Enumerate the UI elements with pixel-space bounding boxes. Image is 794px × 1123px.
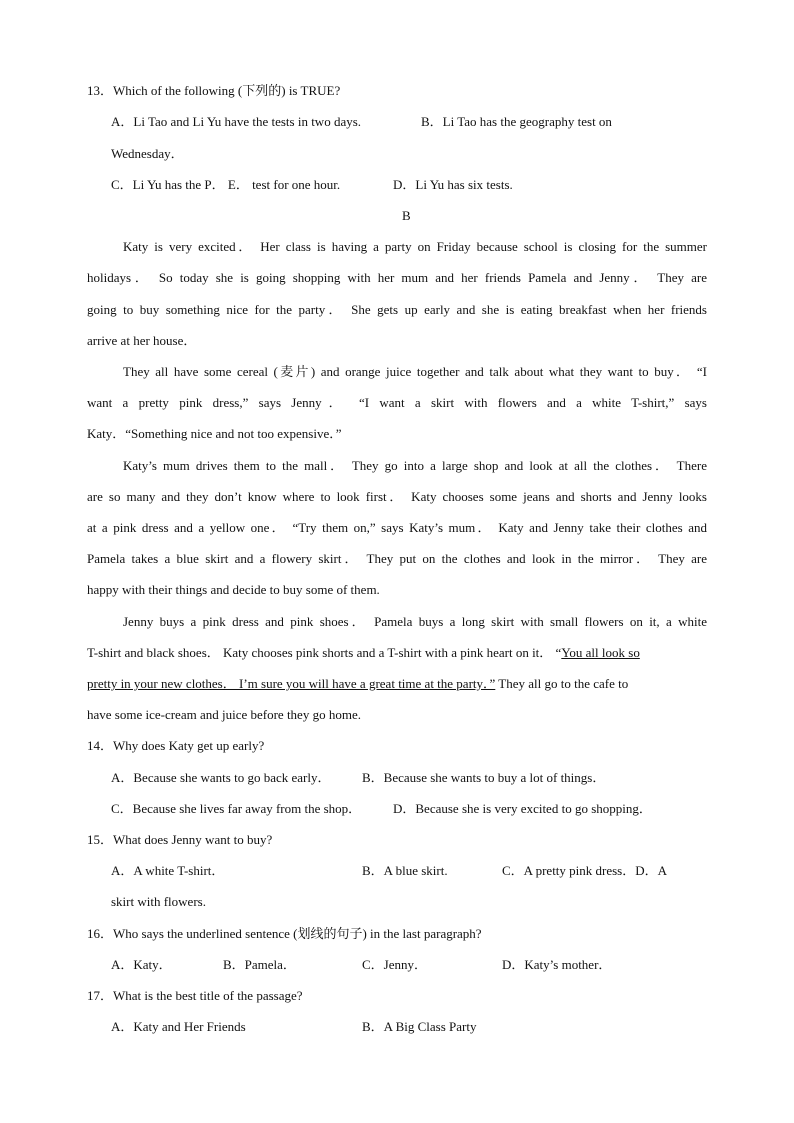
q15-option-d-cont: skirt with flowers. [111, 894, 206, 909]
passage-line: at a pink dress and a yellow one． “Try them on,” says Katy’s mum． Katy and Jenny take their clothes and [87, 520, 707, 535]
q13-option-c: C．Li Yu has the P． E． test for one hour. [111, 177, 341, 192]
passage-line: Katy is very excited． Her class is having a party on Friday because school is closing for the summer [123, 239, 707, 254]
passage-line: Katy．“Something nice and not too expensive．” [87, 426, 342, 441]
q16-option-b: B．Pamela． [223, 957, 296, 972]
passage-line: holidays． So today she is going shopping with her mum and her friends Pamela and Jenny． They are [87, 270, 707, 285]
q14-option-d: D．Because she is very excited to go shopping． [393, 801, 652, 816]
q16-stem: 16．Who says the underlined sentence (划线的句子) in the last paragraph? [87, 926, 482, 941]
q17-option-b: B．A Big Class Party [362, 1019, 477, 1034]
passage-line [87, 644, 640, 662]
q15-stem: 15．What does Jenny want to buy? [87, 832, 273, 847]
q14-stem: 14．Why does Katy get up early? [87, 738, 265, 753]
q17-stem: 17．What is the best title of the passage? [87, 988, 303, 1003]
underlined-sentence: You all look so [561, 645, 640, 660]
passage-line: want a pretty pink dress,” says Jenny． “I want a skirt with flowers and a white T-shirt,” says [87, 395, 707, 410]
passage-line: Katy’s mum drives them to the mall． They go into a large shop and look at all the clothes． There [123, 458, 707, 473]
passage-line: They all have some cereal (麦片) and orange juice together and talk about what they want to buy． “I [123, 364, 707, 379]
passage-line: are so many and they don’t know where to look first． Katy chooses some jeans and shorts and Jenny looks [87, 489, 707, 504]
passage-line: Pamela takes a blue skirt and a flowery skirt． They put on the clothes and look in the mirror． They are [87, 551, 707, 566]
q14-option-c: C．Because she lives far away from the shop． [111, 801, 362, 816]
q14-option-b: B．Because she wants to buy a lot of things． [362, 770, 606, 785]
q13-option-d: D．Li Yu has six tests. [393, 177, 513, 192]
passage-text: They all go to the cafe to [495, 676, 629, 691]
q17-option-a: A．Katy and Her Friends [111, 1019, 246, 1034]
q14-option-a: A．Because she wants to go back early． [111, 770, 331, 785]
q15-option-b: B．A blue skirt. [362, 863, 448, 878]
passage-text: T-shirt and black shoes． Katy chooses pink shorts and a T-shirt with a pink heart on it． “ [87, 645, 562, 660]
q13-option-b: B．Li Tao has the geography test on [421, 114, 612, 129]
q13-option-a: A．Li Tao and Li Yu have the tests in two days. [111, 114, 362, 129]
q16-option-a: A．Katy． [111, 957, 172, 972]
underlined-sentence: pretty in your new clothes． I’m sure you will have a great time at the party．” [87, 676, 496, 691]
q13-stem: 13．Which of the following (下列的) is TRUE? [87, 83, 341, 98]
passage-line: happy with their things and decide to buy some of them. [87, 582, 380, 597]
q16-option-c: C．Jenny． [362, 957, 428, 972]
q15-option-a: A．A white T-shirt． [111, 863, 225, 878]
passage-line: have some ice-cream and juice before they go home. [87, 707, 361, 722]
passage-line: going to buy something nice for the party． She gets up early and she is eating breakfast when her friends [87, 302, 707, 317]
passage-line [87, 675, 628, 693]
passage-line: Jenny buys a pink dress and pink shoes． Pamela buys a long skirt with small flowers on it, a white [123, 614, 707, 629]
section-heading: B [402, 208, 411, 223]
q16-option-d: D．Katy’s mother． [502, 957, 612, 972]
q15-option-c: C．A pretty pink dress．D．A [502, 863, 668, 878]
q13-option-b-cont: Wednesday． [111, 146, 184, 161]
passage-line: arrive at her house． [87, 333, 197, 348]
